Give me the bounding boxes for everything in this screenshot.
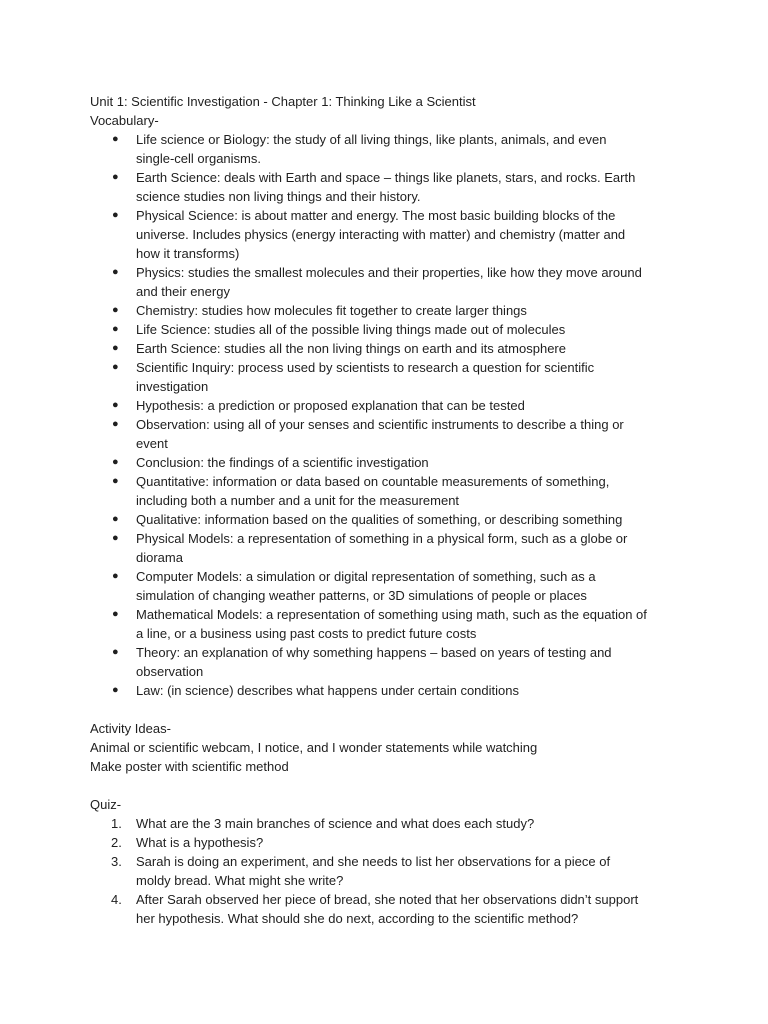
- vocabulary-text: Scientific Inquiry: process used by scientists to research a question for scientific investigation: [136, 360, 595, 394]
- vocabulary-text: Law: (in science) describes what happens under certain conditions: [136, 683, 519, 698]
- bullet-icon: ●: [112, 418, 119, 430]
- vocabulary-text: Physical Models: a representation of something in a physical form, such as a globe or diorama: [136, 531, 628, 565]
- vocabulary-item: [90, 681, 690, 700]
- quiz-question: [90, 833, 690, 852]
- vocabulary-item: [90, 567, 690, 605]
- vocabulary-item: [90, 358, 690, 396]
- quiz-question: [90, 814, 690, 833]
- vocabulary-item: [90, 529, 690, 567]
- vocabulary-text: Mathematical Models: a representation of something using math, such as the equation of a line, or a business using past costs to predict future costs: [136, 607, 647, 641]
- vocabulary-item: [90, 510, 690, 529]
- vocabulary-item: [90, 396, 690, 415]
- spacer: [90, 776, 690, 795]
- vocabulary-text: Chemistry: studies how molecules fit together to create larger things: [136, 303, 527, 318]
- bullet-icon: ●: [112, 304, 119, 316]
- bullet-icon: ●: [112, 513, 119, 525]
- quiz-number: 2.: [111, 835, 122, 850]
- bullet-icon: ●: [112, 266, 119, 278]
- spacer: [90, 700, 690, 719]
- bullet-icon: ●: [112, 323, 119, 335]
- vocabulary-item: [90, 206, 690, 263]
- vocabulary-item: [90, 168, 690, 206]
- vocabulary-heading: Vocabulary-: [90, 113, 159, 128]
- vocabulary-text: Physics: studies the smallest molecules and their properties, like how they move around and their energy: [136, 265, 642, 299]
- quiz-number: 1.: [111, 816, 122, 831]
- vocabulary-text: Earth Science: studies all the non living things on earth and its atmosphere: [136, 341, 566, 356]
- quiz-text: What are the 3 main branches of science and what does each study?: [136, 816, 535, 831]
- quiz-question: [90, 890, 690, 928]
- vocabulary-item: [90, 339, 690, 358]
- vocabulary-text: Hypothesis: a prediction or proposed explanation that can be tested: [136, 398, 525, 413]
- bullet-icon: ●: [112, 570, 119, 582]
- document-page: [90, 92, 690, 928]
- document-title: Unit 1: Scientific Investigation - Chapter 1: Thinking Like a Scientist: [90, 94, 476, 109]
- vocabulary-text: Quantitative: information or data based on countable measurements of something, including both a number and a unit for the measurement: [136, 474, 610, 508]
- vocabulary-item: [90, 320, 690, 339]
- quiz-number: 3.: [111, 854, 122, 869]
- vocabulary-list: [90, 130, 690, 700]
- vocabulary-text: Theory: an explanation of why something happens – based on years of testing and observation: [136, 645, 612, 679]
- bullet-icon: ●: [112, 608, 119, 620]
- vocabulary-item: [90, 415, 690, 453]
- bullet-icon: ●: [112, 399, 119, 411]
- vocabulary-text: Observation: using all of your senses and scientific instruments to describe a thing or event: [136, 417, 624, 451]
- quiz-text: After Sarah observed her piece of bread, she noted that her observations didn’t support her hypothesis. What should she do next, according to the scientific method?: [136, 892, 639, 926]
- vocabulary-item: [90, 453, 690, 472]
- vocabulary-item: [90, 301, 690, 320]
- vocabulary-text: Conclusion: the findings of a scientific investigation: [136, 455, 429, 470]
- vocabulary-item: [90, 130, 690, 168]
- bullet-icon: ●: [112, 342, 119, 354]
- bullet-icon: ●: [112, 475, 119, 487]
- bullet-icon: ●: [112, 209, 119, 221]
- activity-item: Animal or scientific webcam, I notice, and I wonder statements while watching: [90, 740, 538, 755]
- bullet-icon: ●: [112, 456, 119, 468]
- vocabulary-item: [90, 472, 690, 510]
- activity-item: Make poster with scientific method: [90, 759, 289, 774]
- quiz-text: What is a hypothesis?: [136, 835, 264, 850]
- bullet-icon: ●: [112, 684, 119, 696]
- vocabulary-text: Life Science: studies all of the possible living things made out of molecules: [136, 322, 566, 337]
- vocabulary-text: Computer Models: a simulation or digital representation of something, such as a simulation of changing weather patterns, or 3D simulations of people or places: [136, 569, 596, 603]
- quiz-question: [90, 852, 690, 890]
- vocabulary-text: Life science or Biology: the study of all living things, like plants, animals, and even single-cell organisms.: [136, 132, 607, 166]
- activity-heading: Activity Ideas-: [90, 721, 171, 736]
- vocabulary-text: Earth Science: deals with Earth and space – things like planets, stars, and rocks. Earth science studies non living things and their history.: [136, 170, 636, 204]
- vocabulary-item: [90, 643, 690, 681]
- vocabulary-text: Physical Science: is about matter and energy. The most basic building blocks of the universe. Includes physics (energy interacting with matter) and chemistry (matter and how it transforms): [136, 208, 626, 261]
- bullet-icon: ●: [112, 171, 119, 183]
- bullet-icon: ●: [112, 646, 119, 658]
- quiz-heading: Quiz-: [90, 797, 122, 812]
- bullet-icon: ●: [112, 133, 119, 145]
- quiz-number: 4.: [111, 892, 122, 907]
- bullet-icon: ●: [112, 532, 119, 544]
- vocabulary-item: [90, 263, 690, 301]
- vocabulary-item: [90, 605, 690, 643]
- quiz-list: [90, 814, 690, 928]
- quiz-text: Sarah is doing an experiment, and she needs to list her observations for a piece of moldy bread. What might she write?: [136, 854, 611, 888]
- bullet-icon: ●: [112, 361, 119, 373]
- vocabulary-text: Qualitative: information based on the qualities of something, or describing something: [136, 512, 623, 527]
